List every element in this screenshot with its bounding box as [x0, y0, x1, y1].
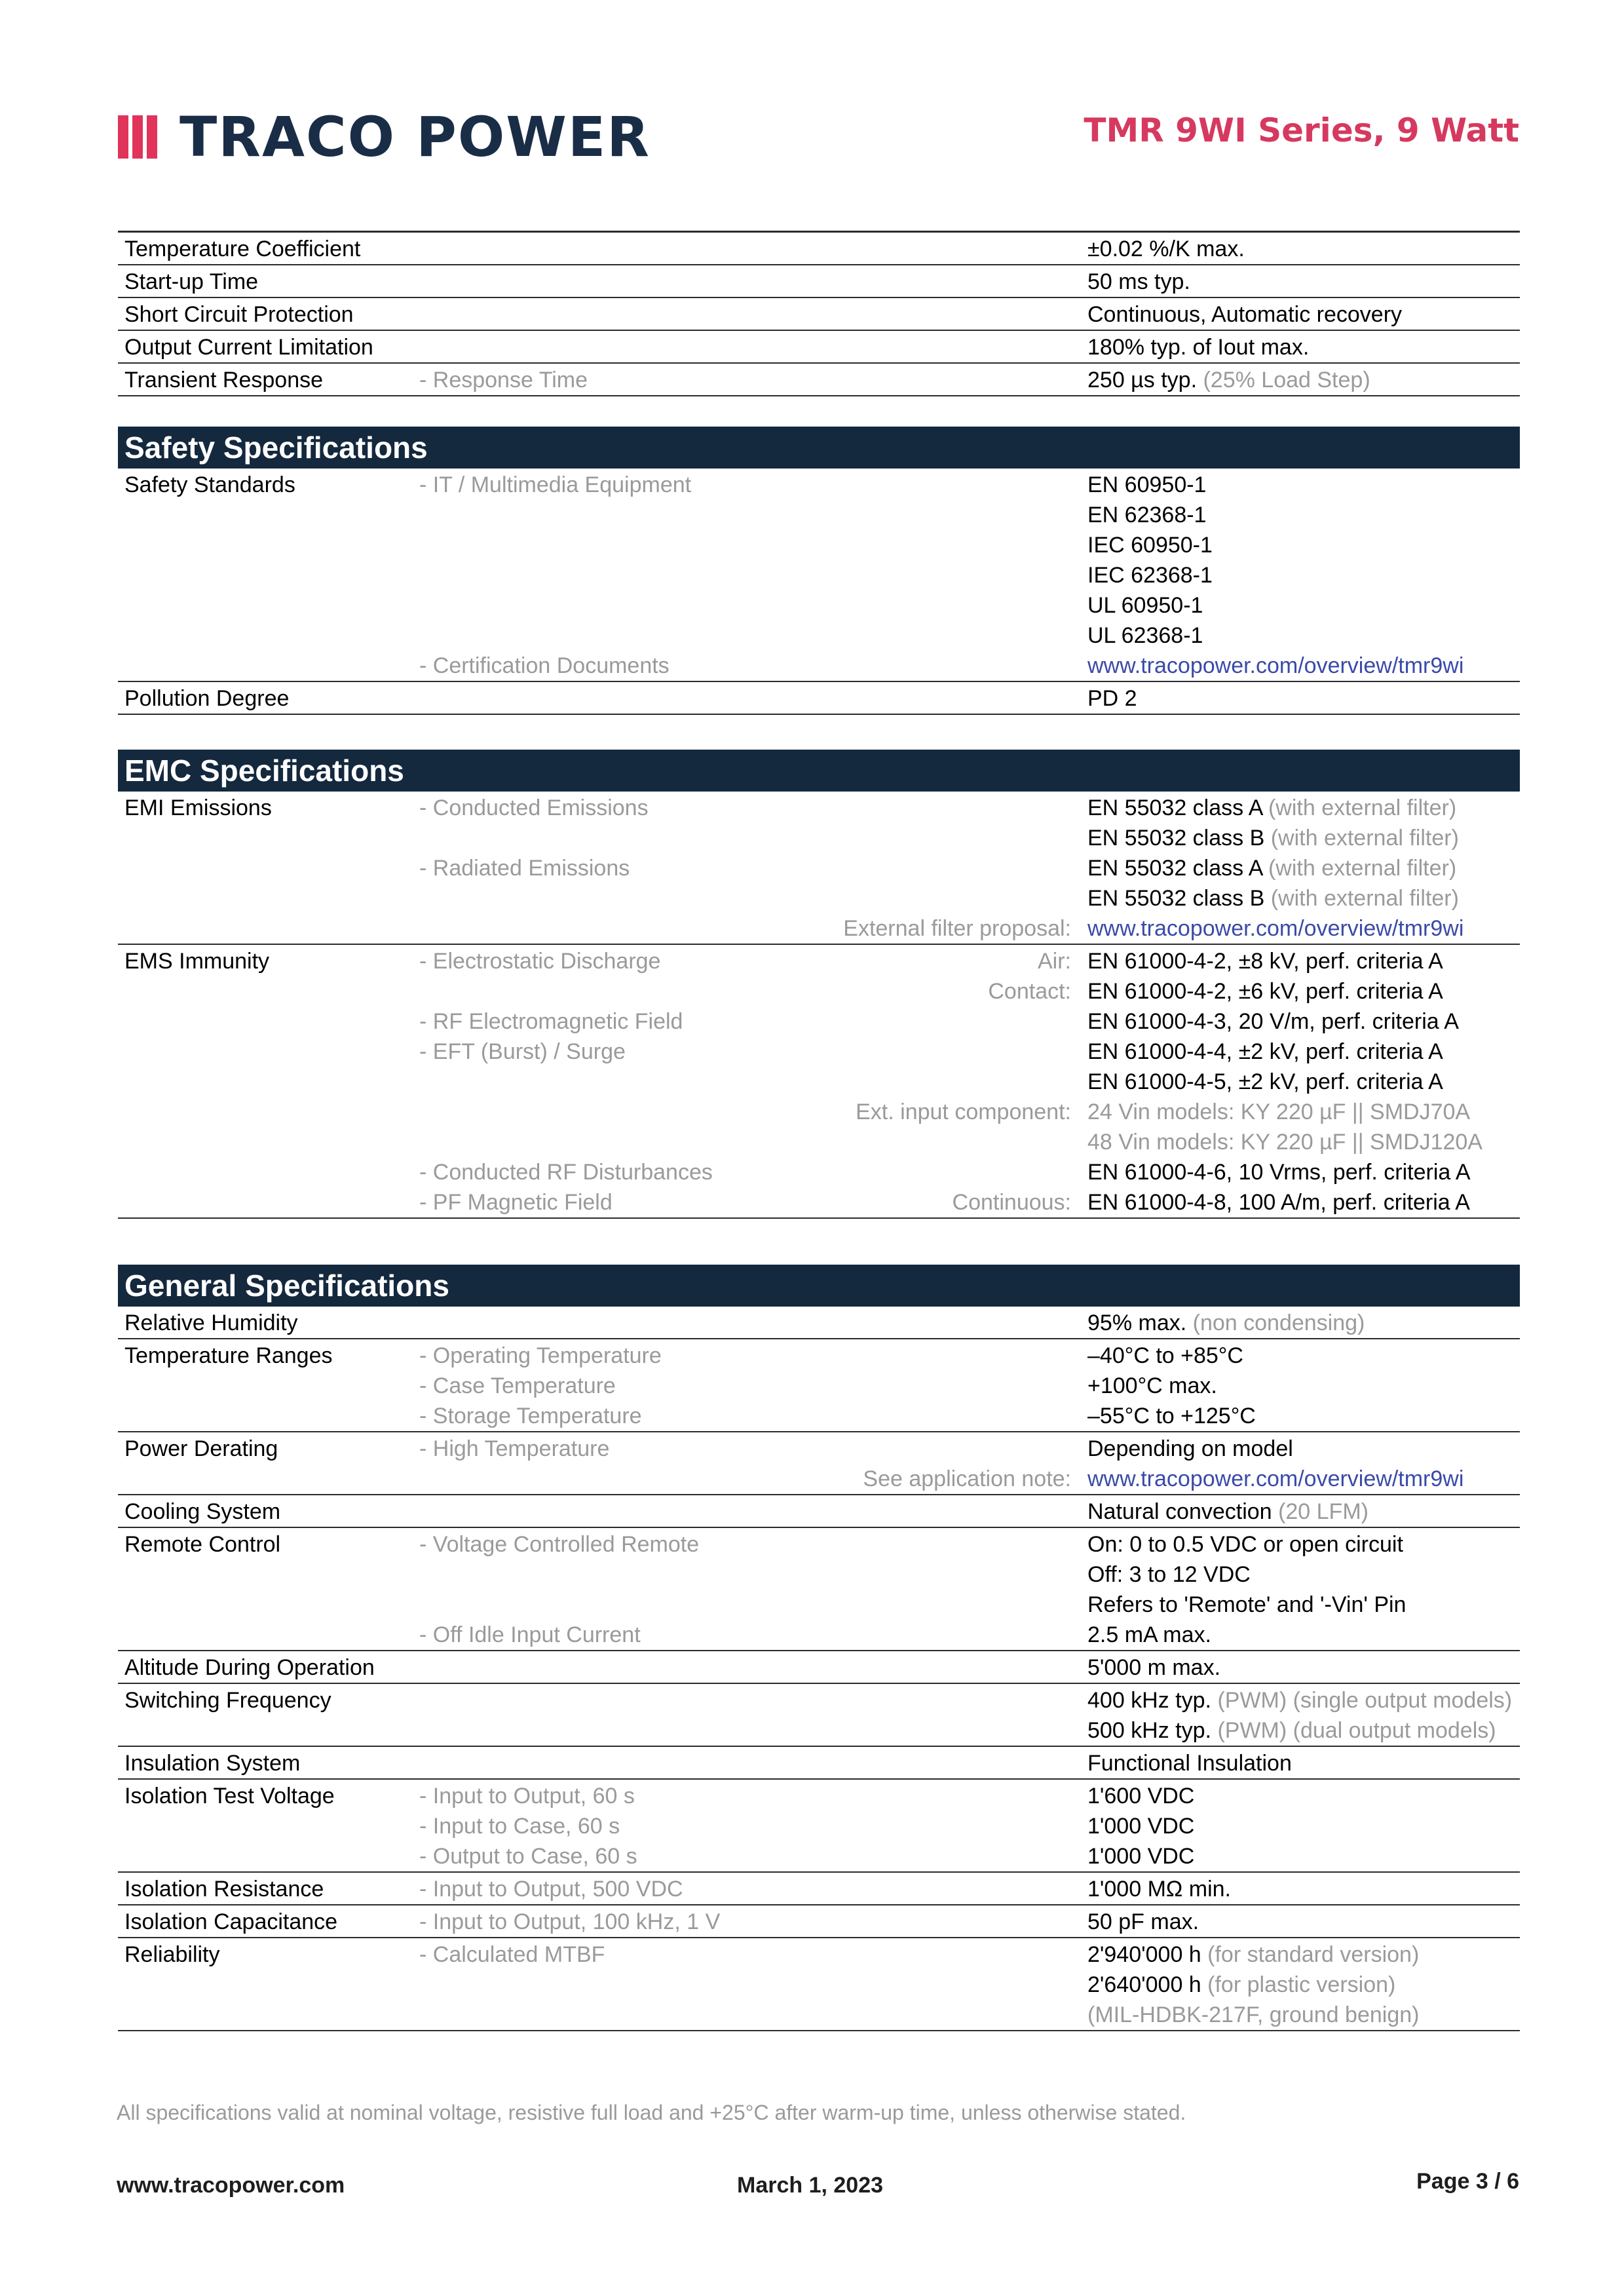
row-label: EMS Immunity: [124, 949, 270, 974]
row-label: EMI Emissions: [124, 795, 272, 820]
row-sub: - Conducted Emissions - Radiated Emissions External filter proposal:: [419, 795, 1071, 941]
table-row: [118, 1339, 1520, 1432]
row-sub: [419, 267, 1078, 297]
row-sub: [419, 234, 1078, 264]
row-label: Transient Response: [124, 368, 324, 392]
row-value: 1'000 MΩ min.: [1087, 1877, 1231, 1902]
table-row: [118, 1938, 1520, 2031]
row-label: Output Current Limitation: [124, 335, 373, 360]
spec-top-table: [118, 231, 1520, 396]
row-label: Short Circuit Protection: [124, 302, 354, 327]
row-sub: - IT / Multimedia Equipment - Certification Documents: [419, 472, 692, 678]
section-header: General Specifications: [118, 1265, 1520, 1307]
table-row: [118, 1495, 1520, 1528]
row-sub: - Voltage Controlled Remote - Off Idle Input Current: [419, 1532, 700, 1647]
table-row: [118, 265, 1520, 298]
row-value: 1'600 VDC 1'000 VDC 1'000 VDC: [1087, 1784, 1195, 1869]
emc-section: [118, 750, 1520, 1219]
row-sub: - Input to Output, 500 VDC: [419, 1877, 683, 1902]
table-row: [118, 1780, 1520, 1873]
row-label: Relative Humidity: [124, 1311, 298, 1335]
row-label: Power Derating: [124, 1436, 278, 1461]
row-label: Cooling System: [124, 1499, 281, 1524]
row-label: Remote Control: [124, 1532, 281, 1557]
table-row: [118, 792, 1520, 945]
row-label: Pollution Degree: [124, 686, 290, 711]
row-value: 50 pF max.: [1087, 1909, 1199, 1934]
row-sub: - Calculated MTBF: [419, 1942, 605, 1967]
row-label: Safety Standards: [124, 472, 295, 497]
table-row: [118, 1432, 1520, 1495]
logo-mark-icon: [118, 115, 157, 159]
row-sub: [419, 299, 1078, 330]
section-header: EMC Specifications: [118, 750, 1520, 792]
certification-link[interactable]: www.tracopower.com/overview/tmr9wi: [1087, 653, 1464, 678]
row-value: 180% typ. of Iout max.: [1087, 335, 1310, 360]
row-value: Natural convection (20 LFM): [1087, 1499, 1369, 1524]
row-value: ±0.02 %/K max.: [1087, 237, 1245, 261]
row-value: 95% max. (non condensing): [1087, 1311, 1365, 1335]
row-value: EN 60950-1 EN 62368-1 IEC 60950-1 IEC 62368-1 UL 60950-1 UL 62368-1 www.tracopower.com/overview/tmr9wi: [1078, 470, 1520, 681]
row-label: Reliability: [124, 1942, 220, 1967]
row-value: Depending on model www.tracopower.com/overview/tmr9wi: [1078, 1434, 1520, 1494]
row-sub: - Input to Output, 60 s - Input to Case, 60 s - Output to Case, 60 s: [419, 1784, 637, 1869]
row-value: 2'940'000 h (for standard version) 2'640'000 h (for plastic version) (MIL-HDBK-217F, ground benign): [1087, 1942, 1420, 2027]
footnote: All specifications valid at nominal voltage, resistive full load and +25°C after warm-up time, unless otherwise stated.: [117, 2101, 1186, 2124]
row-label: Start-up Time: [124, 269, 259, 294]
table-row: [118, 1873, 1520, 1905]
table-row: [118, 1528, 1520, 1651]
row-value: PD 2: [1087, 686, 1137, 711]
footer-website[interactable]: www.tracopower.com: [117, 2173, 345, 2198]
row-label: Isolation Resistance: [124, 1877, 324, 1902]
row-label: Switching Frequency: [124, 1688, 331, 1713]
filter-proposal-link[interactable]: www.tracopower.com/overview/tmr9wi: [1087, 916, 1464, 941]
table-row: [118, 364, 1520, 396]
row-label: Temperature Coefficient: [124, 237, 361, 261]
row-sub: - Operating Temperature - Case Temperature - Storage Temperature: [419, 1343, 662, 1428]
row-value: EN 55032 class A (with external filter) EN 55032 class B (with external filter) EN 55032 class A (with external filter) EN 55032 class B (with external filter) www.tracopower.com/overview/tmr9wi: [1078, 793, 1520, 944]
row-value: Functional Insulation: [1087, 1751, 1292, 1776]
table-row: [118, 945, 1520, 1219]
row-label: Isolation Test Voltage: [124, 1784, 335, 1808]
table-row: [118, 298, 1520, 331]
table-row: [118, 1684, 1520, 1747]
table-row: [118, 1307, 1520, 1339]
table-row: [118, 1651, 1520, 1684]
table-row: [118, 1747, 1520, 1780]
row-value: EN 61000-4-2, ±8 kV, perf. criteria A EN 61000-4-2, ±6 kV, perf. criteria A EN 61000-4-3, 20 V/m, perf. criteria A EN 61000-4-4, ±2 kV, perf. criteria A EN 61000-4-5, ±2 kV, perf. criteria A 24 Vin models: KY 220 µF || SMDJ70A 48 Vin models: KY 220 µF || SMDJ120A EN 61000-4-6, 10 Vrms, perf. criteria A EN 61000-4-8, 100 A/m, perf. criteria A: [1087, 949, 1482, 1215]
general-section: [118, 1265, 1520, 2031]
table-row: [118, 231, 1520, 265]
page-number: Page 3 / 6: [1416, 2169, 1519, 2194]
row-label: Temperature Ranges: [124, 1343, 333, 1368]
row-value: On: 0 to 0.5 VDC or open circuit Off: 3 to 12 VDC Refers to 'Remote' and '-Vin' Pin 2.5 mA max.: [1087, 1532, 1407, 1647]
table-row: [118, 1905, 1520, 1938]
logo-text: TRACO POWER: [179, 105, 651, 169]
application-note-link[interactable]: www.tracopower.com/overview/tmr9wi: [1087, 1466, 1464, 1491]
table-row: [118, 469, 1520, 682]
section-header: Safety Specifications: [118, 427, 1520, 469]
row-sub: - High Temperature See application note:: [419, 1436, 1071, 1491]
row-label: Isolation Capacitance: [124, 1909, 338, 1934]
row-sub: - Response Time: [419, 368, 588, 392]
row-sub: [419, 332, 1078, 362]
series-title: TMR 9WI Series, 9 Watt: [1084, 111, 1519, 149]
row-value: 50 ms typ.: [1087, 269, 1190, 294]
footer-date: March 1, 2023: [737, 2173, 884, 2198]
safety-section: [118, 427, 1520, 715]
table-row: [118, 682, 1520, 715]
row-value: 250 µs typ. (25% Load Step): [1087, 368, 1370, 392]
row-value: –40°C to +85°C +100°C max. –55°C to +125°C: [1087, 1343, 1256, 1428]
row-value: 400 kHz typ. (PWM) (single output models) 500 kHz typ. (PWM) (dual output models): [1087, 1688, 1513, 1743]
row-label: Altitude During Operation: [124, 1655, 375, 1680]
row-sub: - Electrostatic Discharge Air: Contact: - RF Electromagnetic Field - EFT (Burst) / Surge Ext. input component: - Conducted RF Disturbances - PF Magnetic Field Continuous:: [419, 949, 1071, 1215]
traco-power-logo: [118, 105, 651, 169]
row-value: 5'000 m max.: [1087, 1655, 1221, 1680]
row-sub: - Input to Output, 100 kHz, 1 V: [419, 1909, 721, 1934]
row-value: Continuous, Automatic recovery: [1087, 302, 1403, 327]
row-label: Insulation System: [124, 1751, 301, 1776]
table-row: [118, 331, 1520, 364]
